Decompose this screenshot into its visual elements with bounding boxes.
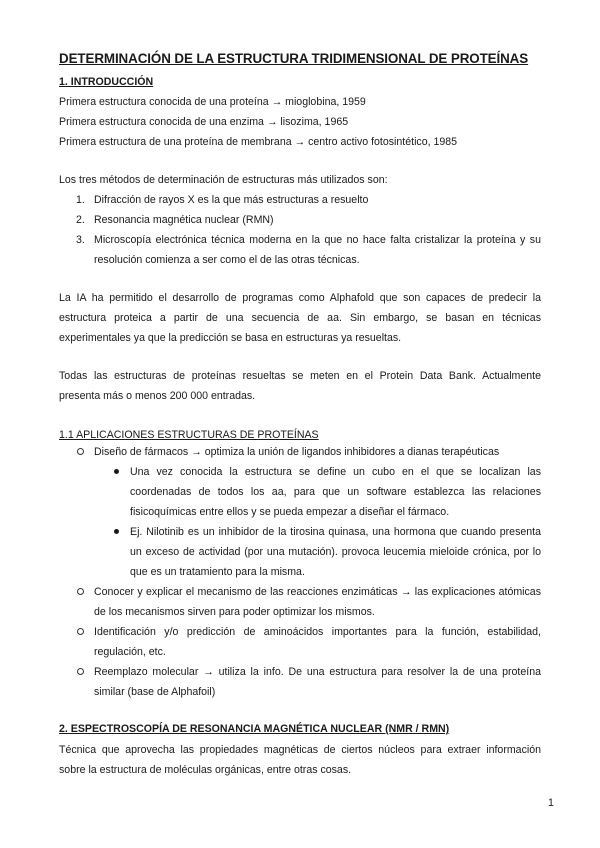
sub-bullet-line: coordenadas de todos los aa, para que un software establezca las relaciones [130, 486, 541, 498]
dot-bullet-icon [114, 529, 119, 534]
list-number: 3. [76, 234, 85, 246]
intro-line: Primera estructura conocida de una enzima → lisozima, 1965 [59, 116, 349, 128]
circle-bullet-icon [77, 588, 84, 595]
sub-bullet-line: que es un tratamiento para la misma. [130, 566, 305, 578]
list-number: 1. [76, 194, 85, 206]
method-item-continuation: resolución comienza a ser como el de las otras técnicas. [94, 254, 360, 266]
circle-bullet-icon [77, 668, 84, 675]
application-item: Reemplazo molecular → utiliza la info. De una estructura para resolver la de una proteína [94, 666, 541, 678]
pdb-paragraph-line: presenta más o menos 200 000 entradas. [59, 390, 256, 402]
dot-bullet-icon [114, 469, 119, 474]
section-heading-introduction: 1. INTRODUCCIÓN [59, 76, 154, 88]
application-item-continuation: regulación, etc. [94, 646, 166, 658]
section-heading-applications: 1.1 APLICACIONES ESTRUCTURAS DE PROTEÍNAS [59, 429, 319, 441]
application-item: Diseño de fármacos → optimiza la unión de ligandos inhibidores a dianas terapéuticas [94, 446, 500, 458]
nmr-line: Técnica que aprovecha las propiedades magnéticas de ciertos núcleos para extraer información [59, 744, 541, 756]
application-item: Conocer y explicar el mecanismo de las reacciones enzimáticas → las explicaciones atómicas [94, 586, 541, 598]
circle-bullet-icon [77, 628, 84, 635]
method-item: Difracción de rayos X es la que más estructuras a resuelto [94, 194, 369, 206]
application-item-continuation: de los mecanismos sirven para poder optimizar los mismos. [94, 606, 375, 618]
method-item: Resonancia magnética nuclear (RMN) [94, 214, 274, 226]
sub-bullet-line: Ej. Nilotinib es un inhibidor de la tirosina quinasa, una hormona que cuando presenta [130, 526, 541, 538]
list-number: 2. [76, 214, 85, 226]
pdb-paragraph-line: Todas las estructuras de proteínas resueltas se meten en el Protein Data Bank. Actualmente [59, 370, 541, 382]
sub-bullet-line: un exceso de actividad (por una mutación). provoca leucemia mieloide crónica, por lo [130, 546, 541, 558]
page-number: 1 [548, 797, 554, 809]
application-item-continuation: similar (base de Alphafoil) [94, 686, 216, 698]
page-title: DETERMINACIÓN DE LA ESTRUCTURA TRIDIMENSIONAL DE PROTEÍNAS [59, 51, 529, 66]
application-item: Identificación y/o predicción de aminoácidos importantes para la función, estabilidad, [94, 626, 541, 638]
ai-paragraph-line: experimentales ya que la predicción se basa en estructuras ya resueltas. [59, 332, 402, 344]
ai-paragraph-line: estructura proteica a partir de una secuencia de aa. Sin embargo, se basan en técnicas [59, 312, 541, 324]
sub-bullet-line: fisicoquímicas entre ellos y se pueda empezar a diseñar el fármaco. [130, 506, 450, 518]
method-item: Microscopía electrónica técnica moderna en la que no hace falta cristalizar la proteína y su [94, 234, 541, 246]
methods-lead: Los tres métodos de determinación de estructuras más utilizados son: [59, 174, 388, 186]
sub-bullet-line: Una vez conocida la estructura se define un cubo en el que se localizan las [130, 466, 541, 478]
ai-paragraph-line: La IA ha permitido el desarrollo de programas como Alphafold que son capaces de predecir la [59, 292, 541, 304]
intro-line: Primera estructura de una proteína de membrana → centro activo fotosintético, 1985 [59, 136, 458, 148]
section-heading-nmr: 2. ESPECTROSCOPÍA DE RESONANCIA MAGNÉTICA NUCLEAR (NMR / RMN) [59, 723, 450, 735]
circle-bullet-icon [77, 448, 84, 455]
intro-line: Primera estructura conocida de una proteína → mioglobina, 1959 [59, 96, 366, 108]
nmr-line: sobre la estructura de moléculas orgánicas, entre otras cosas. [59, 764, 352, 776]
